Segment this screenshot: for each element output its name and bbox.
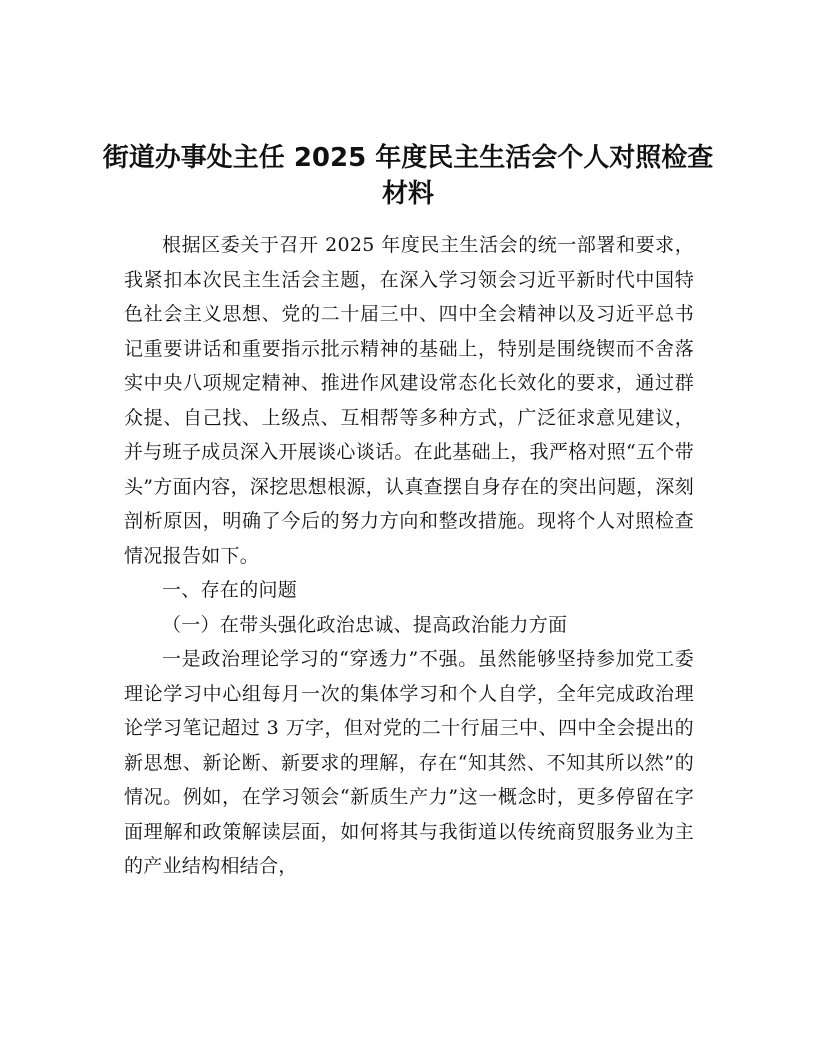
document-body: [124, 228, 694, 884]
document-title: 街道办事处主任 2025 年度民主生活会个人对照检查材料: [102, 143, 714, 209]
subsection-heading-political-loyalty: （一）在带头强化政治忠诚、提高政治能力方面: [162, 613, 568, 636]
problem-paragraph-1: 一是政治理论学习的“穿透力”不强。虽然能够坚持参加党工委理论学习中心组每月一次的集体学习和个人自学，全年完成政治理论学习笔记超过 3 万字，但对党的二十行届三中、四中全会提出的新思想、新论断、新要求的理解，存在“知其然、不知其所以然”的情况。例如，在学习领会“新质生产力”这一概念时，更多停留在字面理解和政策解读层面，如何将其与我街道以传统商贸服务业为主的产业结构相结合，: [124, 648, 694, 877]
intro-paragraph: 根据区委关于召开 2025 年度民主生活会的统一部署和要求，我紧扣本次民主生活会主题，在深入学习领会习近平新时代中国特色社会主义思想、党的二十届三中、四中全会精神以及习近平总书记重要讲话和重要指示批示精神的基础上，特别是围绕锲而不舍落实中央八项规定精神、推进作风建设常态化长效化的要求，通过群众提、自己找、上级点、互相帮等多种方式，广泛征求意见建议，并与班子成员深入开展谈心谈话。在此基础上，我严格对照“五个带头”方面内容，深挖思想根源，认真查摆自身存在的突出问题，深刻剖析原因，明确了今后的努力方向和整改措施。现将个人对照检查情况报告如下。: [124, 234, 694, 567]
section-heading-problems: 一、存在的问题: [162, 579, 298, 601]
